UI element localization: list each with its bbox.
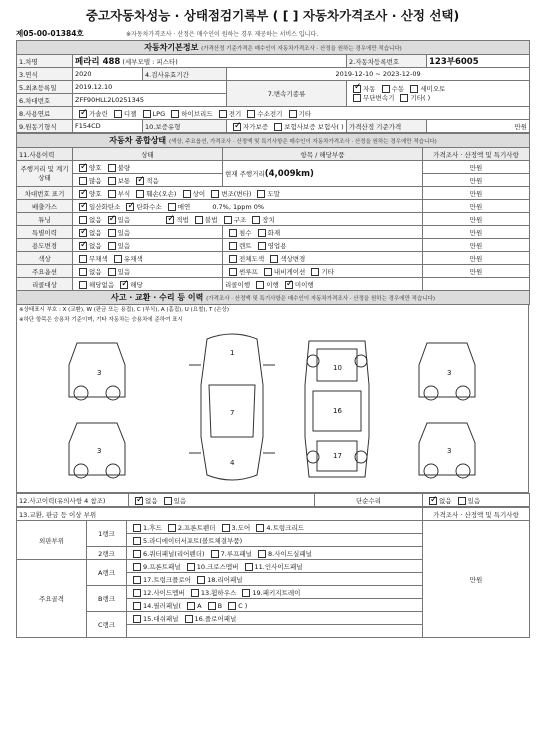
fuel-options[interactable]: ✓ 가솔린 디젤 LPG 하이브리드 전기 수소전기 기타 xyxy=(73,107,530,120)
checkbox-pillar-b[interactable] xyxy=(208,602,216,610)
checkbox-fuel-other[interactable] xyxy=(289,110,297,118)
special-price[interactable]: 만원 xyxy=(423,226,530,239)
checkbox-recall-done[interactable] xyxy=(256,281,264,289)
checkbox-manual[interactable] xyxy=(382,85,390,93)
vin-mark-label: 차대번호 표기 xyxy=(17,187,73,200)
checkbox-recall-na[interactable] xyxy=(79,281,87,289)
checkbox-co[interactable] xyxy=(79,203,87,211)
checkbox-rear-panel[interactable] xyxy=(197,576,205,584)
mileage-label: 주행거리 및 계기상태 xyxy=(17,161,73,187)
document-title: 중고자동차성능 · 상태점검기록부 ( [ ] 자동차가격조사 · 산정 선택) xyxy=(85,8,460,23)
checkbox-auto[interactable] xyxy=(353,85,361,93)
checkbox-cross-member[interactable] xyxy=(187,563,195,571)
checkbox-cvt[interactable] xyxy=(353,94,361,102)
part-number-16: 16 xyxy=(333,407,342,415)
checkbox-full-paint[interactable] xyxy=(229,255,237,263)
checkbox-front-panel[interactable] xyxy=(133,563,141,571)
checkbox-rent[interactable] xyxy=(229,242,237,250)
color-label: 색상 xyxy=(17,252,73,265)
price-basis-field[interactable]: 만원 xyxy=(427,120,530,133)
checkbox-front-fender[interactable] xyxy=(168,524,176,532)
checkbox-mileage-normal[interactable] xyxy=(108,177,116,185)
color-items[interactable]: 전체도색 색상변경 xyxy=(223,252,423,265)
vin-mark-price[interactable]: 만원 xyxy=(423,187,530,200)
checkbox-radiator-support[interactable] xyxy=(133,537,141,545)
checkbox-other[interactable] xyxy=(400,94,408,102)
part-number-1: 1 xyxy=(230,349,235,357)
part-number-7: 7 xyxy=(230,409,235,417)
checkbox-gasoline[interactable] xyxy=(79,110,87,118)
part-number-3: 3 xyxy=(97,369,102,377)
reg-no-field[interactable]: 123부6005 xyxy=(427,55,530,68)
checkbox-navigation[interactable] xyxy=(264,268,272,276)
warranty-options[interactable]: ✓ 자가보증 보험사보증 보험사( ) xyxy=(227,120,347,133)
rankB-items-2[interactable]: 14.필러패널( A B C ) xyxy=(127,599,423,612)
year-field[interactable]: 2020 xyxy=(73,68,143,81)
car-name-field[interactable]: 페라리 488 (세부모델 : 피스타) xyxy=(73,55,347,68)
checkbox-dash-panel[interactable] xyxy=(133,615,141,623)
col-usage: 11.사용이력 xyxy=(17,148,73,161)
checkbox-flood[interactable] xyxy=(229,229,237,237)
checkbox-vin-mismatch[interactable] xyxy=(183,190,191,198)
checkbox-roof-panel[interactable] xyxy=(211,550,219,558)
outer-panel-label: 외판부위 xyxy=(17,521,87,560)
rank1-label: 1랭크 xyxy=(87,521,127,547)
car-name-label: 1.차명 xyxy=(17,55,73,68)
rankA-items-2[interactable]: 17.트렁크플로어 18.리어패널 xyxy=(127,573,423,586)
fuel-label: 8.사용연료 xyxy=(17,107,73,120)
checkbox-floor-panel[interactable] xyxy=(185,615,193,623)
inspect-period-field[interactable]: 2019-12-10 ~ 2023-12-09 xyxy=(227,68,530,81)
recall-label: 리콜대상 xyxy=(17,278,73,291)
rank1-items-2[interactable]: 5.라디에이터서포트(볼트체결부품) xyxy=(127,534,423,547)
mileage-reading: 현재 주행거리(4,009km) xyxy=(223,161,423,187)
mileage-price-2[interactable]: 만원 xyxy=(423,174,530,187)
engine-field[interactable]: F154CD xyxy=(73,120,143,133)
rank2-label: 2랭크 xyxy=(87,547,127,560)
reg-no-label: 2.자동차등록번호 xyxy=(347,55,427,68)
checkbox-business[interactable] xyxy=(258,242,266,250)
rankB-items[interactable]: 12.사이드멤버 13.휠하우스 19.패키지트레이 xyxy=(127,586,423,599)
accident-history-label: 12.사고이력(유의사항 4 참조) xyxy=(17,494,129,507)
exchange-price-header: 가격조사 · 산정액 및 특기사항 xyxy=(423,508,530,521)
basic-info-section-header: 자동차기본정보 (가격산정 기준가격은 매수인이 자동차가격조사 · 산정을 원하는 경우에만 적습니다) xyxy=(17,41,530,55)
checkbox-side-member[interactable] xyxy=(133,589,141,597)
checkbox-accident-none[interactable] xyxy=(135,497,143,505)
car-side-view-right xyxy=(419,343,475,478)
emission-price[interactable]: 만원 xyxy=(423,200,530,213)
special-options[interactable]: ✓ 없음 있음 xyxy=(73,226,223,239)
summary-table xyxy=(16,133,530,305)
emission-values: 0.7%, 1ppm 0% xyxy=(212,202,265,211)
mileage-amount-options[interactable]: 많음 보통 ✓ 적음 xyxy=(73,174,223,187)
checkbox-smoke[interactable] xyxy=(168,203,176,211)
main-frame-label: 주요골격 xyxy=(17,560,87,638)
usage-change-price[interactable]: 만원 xyxy=(423,239,530,252)
checkbox-tuning-none[interactable] xyxy=(79,216,87,224)
checkbox-hood[interactable] xyxy=(133,524,141,532)
checkbox-options-yes[interactable] xyxy=(108,268,116,276)
options-items[interactable]: 썬루프 내비게이션 기타 xyxy=(223,265,423,278)
checkbox-electric[interactable] xyxy=(219,110,227,118)
rankA-items[interactable]: 9.프론트패널 10.크로스멤버 11.인사이드패널 xyxy=(127,560,423,573)
checkbox-semi-auto[interactable] xyxy=(410,85,418,93)
checkbox-tuning-illegal[interactable] xyxy=(195,216,203,224)
part-number-3c: 3 xyxy=(447,369,452,377)
checkbox-vin-damaged[interactable] xyxy=(136,190,144,198)
rankC-label: C랭크 xyxy=(87,612,127,638)
first-reg-label: 5.최초등록일 xyxy=(17,81,73,94)
emission-label: 배출가스 xyxy=(17,200,73,213)
checkbox-insurer-warranty[interactable] xyxy=(274,123,282,131)
exchange-parts-table xyxy=(16,507,530,638)
exchange-label: 13.교환, 판금 등 이상 부위 xyxy=(17,508,423,521)
col-price: 가격조사 · 산정액 및 특기사항 xyxy=(423,148,530,161)
checkbox-pillar-a[interactable] xyxy=(187,602,195,610)
vehicle-diagram xyxy=(16,325,529,493)
checkbox-mileage-good[interactable] xyxy=(79,164,87,172)
checkbox-usage-none[interactable] xyxy=(79,242,87,250)
checkbox-hydrogen[interactable] xyxy=(247,110,255,118)
car-side-view-left xyxy=(69,343,125,478)
checkbox-mileage-few[interactable] xyxy=(136,177,144,185)
accident-section-header: 사고 · 교환 · 수리 등 이력 (가격조사 · 산정액 및 특기사항은 매수인이 자동차가격조사 · 산정을 원하는 경우에만 적습니다) xyxy=(17,291,530,305)
part-number-10: 10 xyxy=(333,364,342,372)
rankC-items[interactable]: 15.대쉬패널 16.플로어패널 xyxy=(127,612,423,625)
checkbox-pillar-panel[interactable] xyxy=(133,602,141,610)
checkbox-special-yes[interactable] xyxy=(108,229,116,237)
engine-label: 9.원동기형식 xyxy=(17,120,73,133)
tuning-label: 튜닝 xyxy=(17,213,73,226)
checkbox-pillar-c[interactable] xyxy=(228,602,236,610)
checkbox-recall-not-done[interactable] xyxy=(285,281,293,289)
tuning-options[interactable]: 없음 ✓ 있음 ✓ 적법 불법 구조 장치 xyxy=(73,213,423,226)
options-price[interactable]: 만원 xyxy=(423,265,530,278)
checkbox-vin-altered[interactable] xyxy=(211,190,219,198)
checkbox-tuning-structure[interactable] xyxy=(224,216,232,224)
checkbox-options-other[interactable] xyxy=(311,268,319,276)
checkbox-tuning-yes[interactable] xyxy=(108,216,116,224)
vin-label: 6.차대번호 xyxy=(17,94,73,107)
col-state: 상태 xyxy=(73,148,223,161)
checkbox-inside-panel[interactable] xyxy=(245,563,253,571)
options-options[interactable]: 없음 있음 xyxy=(73,265,223,278)
checkbox-fire[interactable] xyxy=(258,229,266,237)
checkbox-hybrid[interactable] xyxy=(171,110,179,118)
options-label: 주요옵션 xyxy=(17,265,73,278)
vin-mark-options[interactable]: ✓ 양호 부식 훼손(오손) 상이 변조(변타) 도말 xyxy=(73,187,423,200)
rank1-items[interactable]: 1.후드 2.프론트펜더 3.도어 4.트렁크리드 xyxy=(127,521,423,534)
checkbox-vin-good[interactable] xyxy=(79,190,87,198)
car-outline-diagram xyxy=(17,325,530,493)
part-number-17: 17 xyxy=(333,452,342,460)
inspect-period-label: 4.검사유효기간 xyxy=(143,68,227,81)
transmission-options[interactable]: ✓자동 수동 세미오토 무단변속기 기타( ) xyxy=(347,81,530,107)
mileage-state-options[interactable]: ✓양호 불량 xyxy=(73,161,223,174)
mileage-price[interactable]: 만원 xyxy=(423,161,530,174)
checkbox-door[interactable] xyxy=(222,524,230,532)
checkbox-mileage-many[interactable] xyxy=(79,177,87,185)
col-item: 항목 / 해당부품 xyxy=(223,148,423,161)
exchange-price[interactable]: 만원 xyxy=(423,521,530,638)
symbol-legend: ※상태표시 부호 : X (교환), W (판금 또는 용접), C (부식), A (흠집), U (요철), T (손상) xyxy=(16,305,529,315)
checkbox-package-tray[interactable] xyxy=(242,589,250,597)
accident-history-table xyxy=(16,493,530,507)
usage-change-label: 용도변경 xyxy=(17,239,73,252)
price-basis-label: 가격산정 기준가격 xyxy=(347,120,427,133)
checkbox-achromatic[interactable] xyxy=(79,255,87,263)
checkbox-recall-yes[interactable] xyxy=(120,281,128,289)
checkbox-sunroof[interactable] xyxy=(229,268,237,276)
checkbox-trunk-lid[interactable] xyxy=(256,524,264,532)
rank2-items[interactable]: 6.쿼터패널(리어펜더) 7.루프패널 8.사이드실패널 xyxy=(127,547,423,560)
checkbox-color-change[interactable] xyxy=(270,255,278,263)
color-options[interactable]: 무채색 유채색 xyxy=(73,252,223,265)
rankB-label: B랭크 xyxy=(87,586,127,612)
tuning-price[interactable]: 만원 xyxy=(423,213,530,226)
standard-note: ※하단 항목은 승용차 기준이며, 기타 자동차는 승용차에 준하여 표시 xyxy=(16,315,529,325)
checkbox-mileage-bad[interactable] xyxy=(108,164,116,172)
transmission-label: 7.변속기종류 xyxy=(227,81,347,107)
checkbox-tuning-device[interactable] xyxy=(252,216,260,224)
part-number-4: 4 xyxy=(230,459,235,467)
basic-info-table xyxy=(16,40,530,133)
special-label: 특별이력 xyxy=(17,226,73,239)
checkbox-simple-yes[interactable] xyxy=(458,497,466,505)
checkbox-chromatic[interactable] xyxy=(114,255,122,263)
first-reg-field[interactable]: 2019.12.10 xyxy=(73,81,227,94)
checkbox-hc[interactable] xyxy=(126,203,134,211)
part-number-3b: 3 xyxy=(97,447,102,455)
part-number-3d: 3 xyxy=(447,447,452,455)
checkbox-vin-painted[interactable] xyxy=(257,190,265,198)
checkbox-diesel[interactable] xyxy=(114,110,122,118)
rankA-label: A랭크 xyxy=(87,560,127,586)
checkbox-tuning-legal[interactable] xyxy=(166,216,174,224)
color-price[interactable]: 만원 xyxy=(423,252,530,265)
special-items[interactable]: 침수 화재 xyxy=(223,226,423,239)
recall-items[interactable]: 리콜이행 이행 ✓ 미이행 xyxy=(223,278,423,291)
checkbox-simple-none[interactable] xyxy=(429,497,437,505)
simple-repair-options[interactable]: ✓ 없음 있음 xyxy=(423,494,530,507)
checkbox-special-none[interactable] xyxy=(79,229,87,237)
accident-history-options[interactable]: ✓ 없음 있음 xyxy=(129,494,315,507)
checkbox-trunk-floor[interactable] xyxy=(133,576,141,584)
checkbox-side-sill[interactable] xyxy=(258,550,266,558)
year-label: 3.연식 xyxy=(17,68,73,81)
checkbox-accident-yes[interactable] xyxy=(164,497,172,505)
service-notice: ※자동차가격조사 · 산정은 매수인이 원하는 경우 제공하는 서비스 입니다. xyxy=(126,30,319,38)
simple-repair-label: 단순수리 xyxy=(315,494,423,507)
usage-change-options[interactable]: ✓ 없음 있음 xyxy=(73,239,223,252)
checkbox-vin-corrosion[interactable] xyxy=(108,190,116,198)
document-number: 제05-00-01384호 xyxy=(16,28,84,38)
warranty-label: 10.보증유형 xyxy=(143,120,227,133)
usage-change-items[interactable]: 렌트 영업용 xyxy=(223,239,423,252)
checkbox-usage-yes[interactable] xyxy=(108,242,116,250)
checkbox-lpg[interactable] xyxy=(143,110,151,118)
emission-options[interactable]: ✓ 일산화탄소 ✓ 탄화수소 매연 0.7%, 1ppm 0% xyxy=(73,200,423,213)
recall-options[interactable]: 해당없음 ✓ 해당 xyxy=(73,278,223,291)
checkbox-options-none[interactable] xyxy=(79,268,87,276)
checkbox-quarter-panel[interactable] xyxy=(133,550,141,558)
vin-field[interactable]: ZFF90HLL2L0251345 xyxy=(73,94,227,107)
summary-section-header: 자동차 종합상태 (색상, 주요옵션, 가격조사 · 산정액 및 특기사항은 매수인이 자동차가격조사 · 산정을 원하는 경우에만 적습니다) xyxy=(17,134,530,148)
checkbox-wheel-house[interactable] xyxy=(191,589,199,597)
checkbox-self-warranty[interactable] xyxy=(233,123,241,131)
